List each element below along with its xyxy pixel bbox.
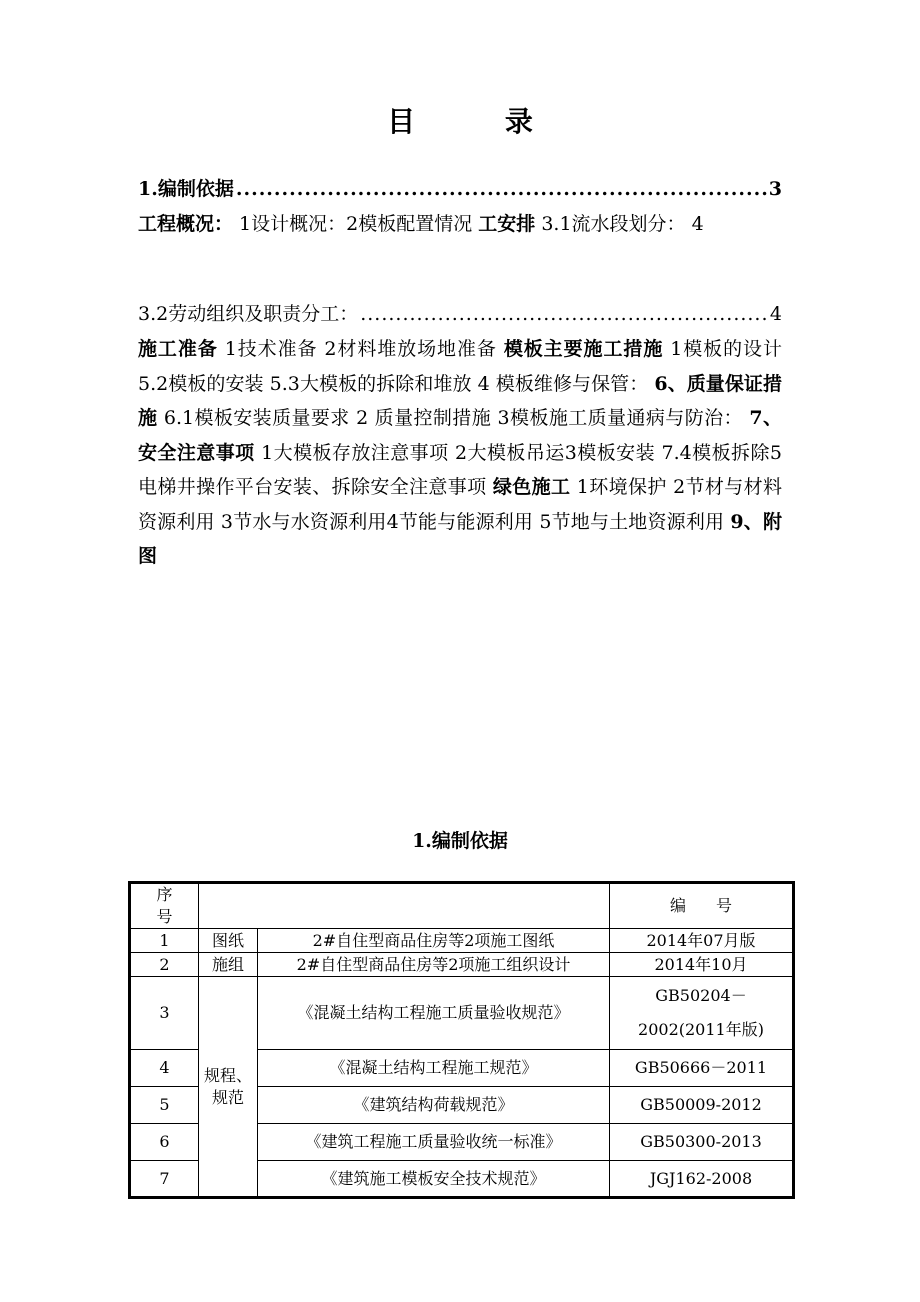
- table-header-row: [130, 883, 794, 929]
- row-number: 2014年07月版: [610, 929, 794, 953]
- row-name: 《建筑施工模板安全技术规范》: [258, 1161, 610, 1198]
- row-seq: 7: [130, 1161, 199, 1198]
- toc-leader-dots: [236, 172, 767, 206]
- row-number: JGJ162-2008: [610, 1161, 794, 1198]
- row-number: GB50666－2011: [610, 1050, 794, 1087]
- row-category-merged: [199, 977, 258, 1198]
- toc-chapter-heading[interactable]: 绿色施工: [492, 476, 571, 498]
- row-seq: 3: [130, 977, 199, 1050]
- toc-leader-dots: [360, 297, 768, 331]
- row-name: 《混凝土结构工程施工规范》: [258, 1050, 610, 1087]
- table-row: [130, 929, 794, 953]
- toc-chapter-heading[interactable]: 6、质量保证措施: [138, 372, 782, 429]
- row-number: 2014年10月: [610, 953, 794, 977]
- toc-paragraph-2: [138, 332, 782, 574]
- toc-entry-label: 1.编制依据: [138, 178, 234, 200]
- row-seq: 6: [130, 1124, 199, 1161]
- row-number-line: 2002(2011年版): [638, 1020, 764, 1039]
- toc-entry-1[interactable]: [138, 172, 782, 206]
- toc-title: 目 录: [387, 105, 573, 138]
- row-seq: 5: [130, 1087, 199, 1124]
- row-name: 《混凝土结构工程施工质量验收规范》: [258, 977, 610, 1050]
- header-blank: [199, 883, 610, 929]
- basis-table: [128, 881, 795, 1199]
- header-seq: 序号: [130, 883, 199, 929]
- row-seq: 1: [130, 929, 199, 953]
- toc-subentries: 1技术准备 2材料堆放场地准备: [217, 338, 504, 360]
- header-no: 编号: [610, 883, 794, 929]
- section-title: 1.编制依据: [412, 830, 508, 852]
- toc-subentries: 1模板的设计 5.2模板的安装 5.3大模板的拆除和堆放 4 模板维修与保管：: [138, 338, 782, 395]
- row-category: 施组: [199, 953, 258, 977]
- toc-chapter-heading[interactable]: 施工准备: [138, 338, 218, 360]
- toc-subentries: 1大模板存放注意事项 2大模板吊运3模板安装 7.4模板拆除5电梯井操作平台安装、拆除安全注意事项: [138, 441, 782, 498]
- toc-chapter-heading[interactable]: 工程概况：: [138, 213, 234, 235]
- toc-chapter-heading[interactable]: 模板主要施工措施: [503, 338, 664, 360]
- row-number: [610, 977, 794, 1050]
- row-number-line: GB50204－: [655, 986, 747, 1005]
- toc-entry-page: 4: [769, 303, 782, 325]
- toc-subentries: 1设计概况：2模板配置情况: [233, 213, 479, 235]
- toc-chapter-heading[interactable]: 9、附图: [138, 510, 782, 567]
- toc-chapter-heading[interactable]: 7、安全注意事项: [138, 407, 782, 464]
- table-row: [130, 977, 794, 1050]
- category-line: 规范: [211, 1087, 244, 1107]
- row-number: GB50300-2013: [610, 1124, 794, 1161]
- row-name: 《建筑工程施工质量验收统一标准》: [258, 1124, 610, 1161]
- toc-entry-page: 3: [768, 178, 782, 200]
- row-seq: 2: [130, 953, 199, 977]
- toc-entry-label: 3.2劳动组织及职责分工：: [138, 303, 359, 325]
- row-name: 2#自住型商品住房等2项施工组织设计: [258, 953, 610, 977]
- row-name: 2#自住型商品住房等2项施工图纸: [258, 929, 610, 953]
- category-line: 规程、: [203, 1065, 252, 1085]
- toc-chapter-heading[interactable]: 工安排: [478, 213, 536, 235]
- toc-subentries: 1环境保护 2节材与材料资源利用 3节水与水资源利用4节能与能源利用 5节地与土地资源利用: [138, 476, 782, 533]
- row-number: GB50009-2012: [610, 1087, 794, 1124]
- toc-entry-3-2[interactable]: [138, 297, 782, 331]
- row-seq: 4: [130, 1050, 199, 1087]
- toc-subentries: 6.1模板安装质量要求 2 质量控制措施 3模板施工质量通病与防治：: [157, 407, 750, 429]
- table-row: [130, 953, 794, 977]
- row-category: 图纸: [199, 929, 258, 953]
- toc-subentries: 3.1流水段划分： 4: [535, 213, 704, 235]
- row-name: 《建筑结构荷载规范》: [258, 1087, 610, 1124]
- toc-paragraph-1: [138, 207, 782, 242]
